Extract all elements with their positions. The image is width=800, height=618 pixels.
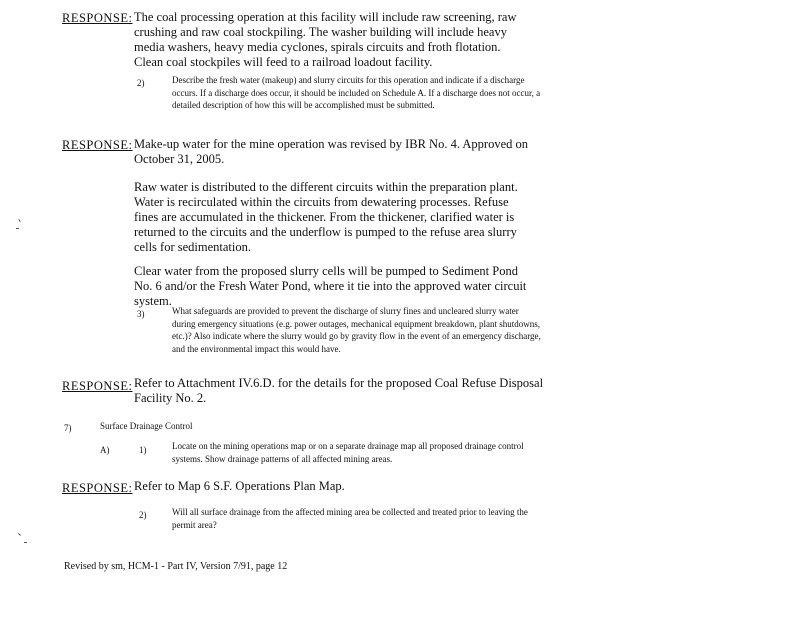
scan-speck: [16, 228, 19, 229]
section-number: 7): [64, 423, 72, 433]
response-text: Make-up water for the mine operation was revised by IBR No. 4. Approved on October 31, 2005.: [134, 137, 529, 166]
response-label: RESPONSE:: [62, 11, 133, 25]
question-text: Will all surface drainage from the affected mining area be collected and treated prior to leaving the permit area?: [172, 507, 528, 530]
scan-speck: [18, 533, 21, 536]
body-paragraph: Raw water is distributed to the different circuits within the preparation plant. Water is recirculated within the circuits from dewatering processes. Refuse fines are accumulated in the thickener. From the thickener, clarified water is returned to the circuits and the underflow is pumped to the refuse area slurry cells for sedimentation.: [134, 180, 518, 254]
question-text: What safeguards are provided to prevent the discharge of slurry fines and uncleared slurry water during emergency situations (e.g. power outages, mechanical equipment breakdown, plant shutdowns, etc.)? Also indicate where the slurry would go by gravity flow in the event of an emergency discharge, and the environmental impact this would have.: [172, 306, 541, 354]
subsection-letter: A): [100, 445, 110, 455]
question-number: 2): [139, 510, 147, 520]
body-paragraph: Clear water from the proposed slurry cells will be pumped to Sediment Pond No. 6 and/or the Fresh Water Pond, where it tie into the approved water circuit system.: [134, 264, 527, 308]
response-text: Refer to Attachment IV.6.D. for the details for the proposed Coal Refuse Disposal Facility No. 2.: [134, 376, 544, 405]
subsection-text: Locate on the mining operations map or on a separate drainage map all proposed drainage control systems. Show drainage patterns of all affected mining areas.: [172, 441, 524, 464]
question-number: 2): [137, 78, 145, 88]
question-text: Describe the fresh water (makeup) and slurry circuits for this operation and indicate if a discharge occurs. If a discharge does occur, it should be included on Schedule A. If a discharge does not occur, a detailed description of how this will be accomplished must be submitted.: [172, 75, 541, 110]
subsection-number: 1): [139, 445, 147, 455]
response-label: RESPONSE:: [62, 379, 133, 393]
question-number: 3): [137, 309, 145, 319]
response-text: The coal processing operation at this facility will include raw screening, raw crushing and raw coal stockpiling. The washer building will include heavy media washers, heavy media cyclones, spirals circuits and froth flotation. Clean coal stockpiles will feed to a railroad loadout facility.: [134, 10, 517, 69]
response-label: RESPONSE:: [62, 481, 133, 495]
scan-speck: [18, 219, 20, 222]
response-text: Refer to Map 6 S.F. Operations Plan Map.: [134, 479, 345, 493]
scan-speck: [24, 542, 27, 543]
response-label: RESPONSE:: [62, 138, 133, 152]
page-footer: Revised by sm, HCM-1 - Part IV, Version 7/91, page 12: [64, 561, 288, 572]
section-title: Surface Drainage Control: [100, 421, 193, 431]
